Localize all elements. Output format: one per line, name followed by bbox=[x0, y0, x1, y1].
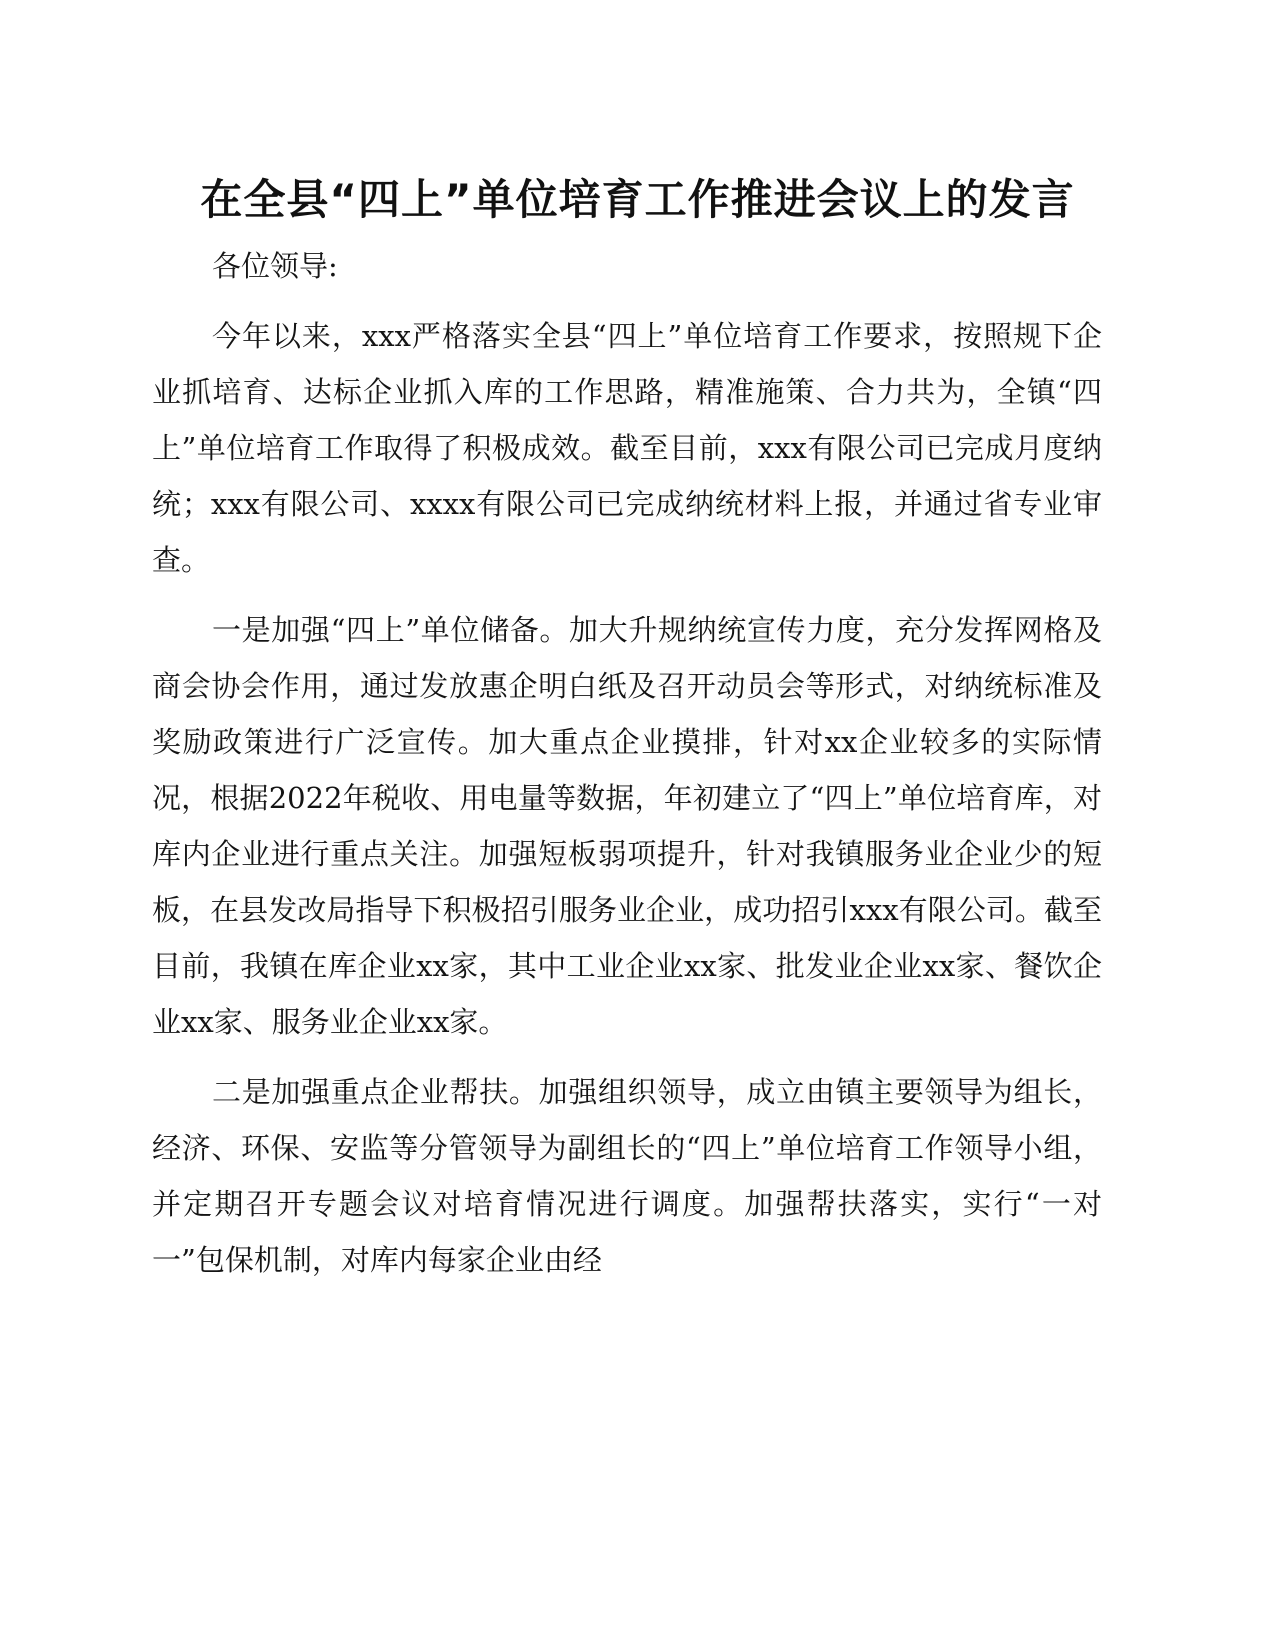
document-body bbox=[152, 238, 1102, 1302]
paragraph-two: 二是加强重点企业帮扶。加强组织领导，成立由镇主要领导为组长，经济、环保、安监等分管领导为副组长的“四上”单位培育工作领导小组，并定期召开专题会议对培育情况进行调度。加强帮扶落实，实行“一对一”包保机制，对库内每家企业由经 bbox=[152, 1075, 1102, 1277]
page-title: 在全县“四上”单位培育工作推进会议上的发言 bbox=[200, 175, 1075, 224]
salutation: 各位领导: bbox=[212, 249, 338, 283]
paragraph-one: 一是加强“四上”单位储备。加大升规纳统宣传力度，充分发挥网格及商会协会作用，通过发放惠企明白纸及召开动员会等形式，对纳统标准及奖励政策进行广泛宣传。加大重点企业摸排，针对xx企业较多的实际情况，根据2022年税收、用电量等数据，年初建立了“四上”单位培育库，对库内企业进行重点关注。加强短板弱项提升，针对我镇服务业企业少的短板，在县发改局指导下积极招引服务业企业，成功招引xxx有限公司。截至目前，我镇在库企业xx家，其中工业企业xx家、批发业企业xx家、餐饮企业xx家、服务业企业xx家。 bbox=[152, 613, 1102, 1039]
paragraph-intro: 今年以来，xxx严格落实全县“四上”单位培育工作要求，按照规下企业抓培育、达标企业抓入库的工作思路，精准施策、合力共为，全镇“四上”单位培育工作取得了积极成效。截至目前，xxx有限公司已完成月度纳统；xxx有限公司、xxxx有限公司已完成纳统材料上报，并通过省专业审查。 bbox=[152, 319, 1102, 577]
